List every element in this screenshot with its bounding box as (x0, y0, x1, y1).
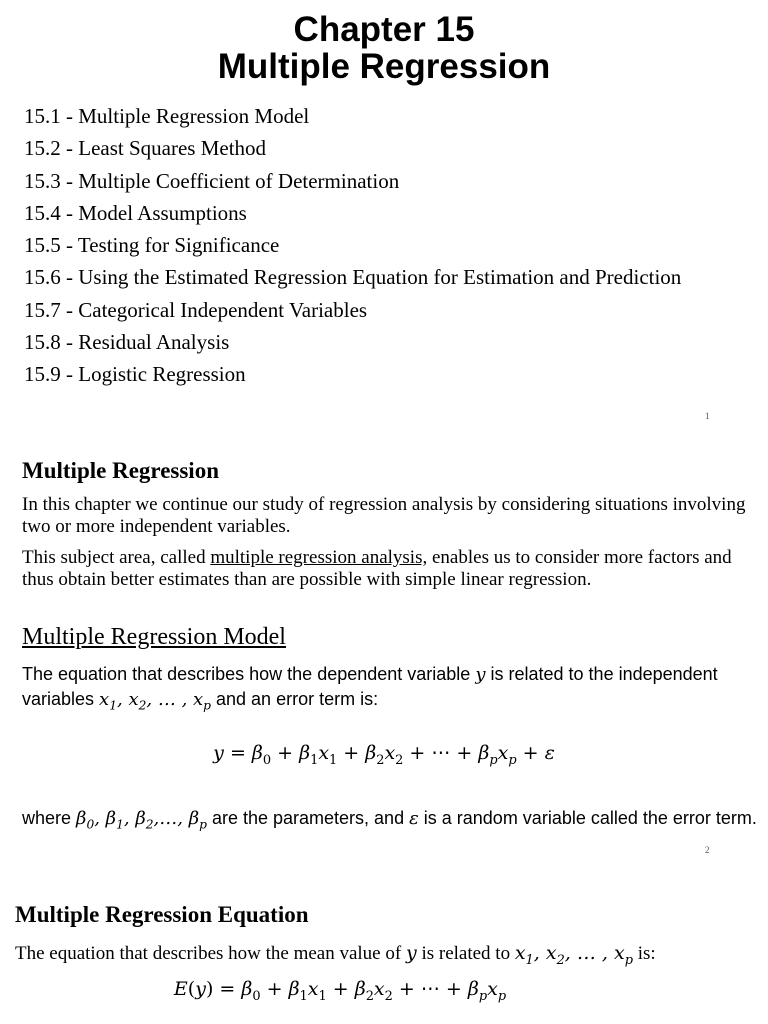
definition-paragraph (22, 547, 762, 591)
toc-item: 15.2 - Least Squares Method (24, 136, 267, 161)
table-of-contents (24, 100, 681, 391)
text-segment: and an error term is: (211, 689, 379, 709)
toc-item: 15.9 - Logistic Regression (24, 362, 246, 387)
chapter-subtitle: Multiple Regression (217, 47, 551, 86)
toc-item: 15.1 - Multiple Regression Model (24, 104, 310, 128)
toc-item: 15.5 - Testing for Significance (24, 233, 280, 258)
equation-description (15, 942, 755, 972)
toc-item: 15.8 - Residual Analysis (24, 330, 230, 355)
page-number: 1 (705, 411, 710, 421)
model-description (22, 662, 762, 718)
text-segment: is related to the independent variables (22, 664, 718, 709)
equation-heading: Multiple Regression Equation (15, 902, 309, 927)
math-variables: $x_1$, $x_2$, … , $x_p$ (514, 942, 633, 968)
math-parameters: $\beta_0$, $\beta_1$, $\beta_2,\dots$, $\beta_p$ (76, 808, 207, 832)
math-variables: $x_1$, $x_2$, … , $x_p$ (99, 689, 212, 713)
definition-text: enables us to consider more factors and thus obtain better estimates than are possible with simple linear regression. (22, 547, 732, 590)
parameters-description (22, 806, 762, 837)
text-segment: The equation that describes how the dependent variable (22, 664, 476, 684)
toc-item: 15.6 - Using the Estimated Regression Equation for Estimation and Prediction (24, 265, 682, 290)
text-segment: are the parameters, and (206, 808, 410, 828)
text-segment: is related to (416, 943, 515, 964)
math-epsilon: ε (409, 808, 419, 829)
definition-text: This subject area, called (22, 547, 211, 568)
text-segment: where (22, 808, 77, 828)
toc-item: 15.4 - Model Assumptions (24, 200, 247, 225)
text-segment: is a random variable called the error term. (418, 808, 757, 828)
model-equation: $y = \beta_0 + \beta_1x_1 + \beta_2x_2$ + ⋯ + $\beta_px_p + \varepsilon$ (213, 742, 555, 768)
math-y: y (475, 664, 486, 685)
mean-equation: $E(y) = \beta_0 + \beta_1x_1 + \beta_2x_2$ + ⋯ + $\beta_px_p$ (173, 978, 507, 1004)
key-term: multiple regression analysis, (210, 547, 428, 568)
math-y: y (405, 942, 417, 964)
text-segment: The equation that describes how the mean value of (15, 943, 406, 964)
page-number: 2 (705, 845, 710, 855)
chapter-title: Chapter 15 (293, 10, 475, 49)
toc-item: 15.7 - Categorical Independent Variables (24, 297, 368, 322)
intro-paragraph: In this chapter we continue our study of regression analysis by considering situations involving two or more independent variables. (22, 494, 746, 537)
text-segment: is: (632, 943, 656, 964)
section-heading: Multiple Regression (22, 458, 219, 483)
toc-item: 15.3 - Multiple Coefficient of Determination (24, 168, 400, 193)
model-heading: Multiple Regression Model (22, 624, 286, 650)
